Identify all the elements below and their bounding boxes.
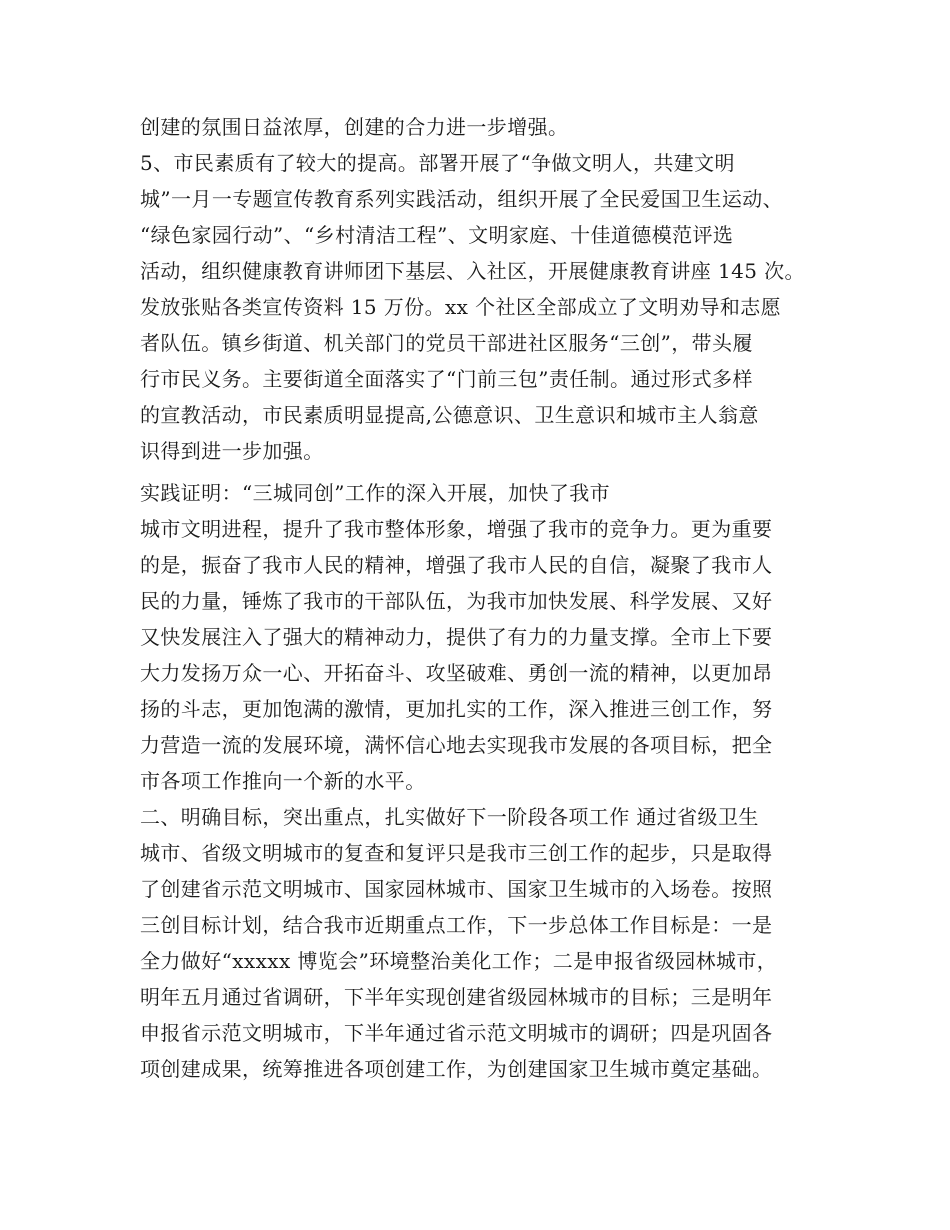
- text-line: 识得到进一步加强。: [140, 439, 324, 463]
- text-line: 民的力量，锤炼了我市的干部队伍，为我市加快发展、科学发展、又好: [140, 589, 773, 613]
- text-line: 发放张贴各类宣传资料 15 万份。xx 个社区全部成立了文明劝导和志愿: [140, 295, 782, 319]
- text-line: 城市、省级文明城市的复查和复评只是我市三创工作的起步，只是取得: [140, 841, 773, 865]
- text-line: 项创建成果，统筹推进各项创建工作，为创建国家卫生城市奠定基础。: [140, 1057, 773, 1081]
- text-line: 城”一月一专题宣传教育系列实践活动，组织开展了全民爱国卫生运动、: [140, 187, 784, 211]
- text-line: 全力做好“xxxxx 博览会”环境整治美化工作；二是申报省级园林城市，: [140, 949, 778, 973]
- text-line: 行市民义务。主要街道全面落实了“门前三包”责任制。通过形式多样: [140, 367, 753, 391]
- text-line: 5、市民素质有了较大的提高。部署开展了“争做文明人，共建文明: [140, 151, 735, 175]
- text-line: 创建的氛围日益浓厚，创建的合力进一步增强。: [140, 115, 569, 139]
- text-line: “绿色家园行动”、“乡村清洁工程”、文明家庭、十佳道德模范评选: [140, 223, 734, 247]
- text-line: 大力发扬万众一心、开拓奋斗、攻坚破难、勇创一流的精神，以更加昂: [140, 661, 773, 685]
- text-line: 的是，振奋了我市人民的精神，增强了我市人民的自信，凝聚了我市人: [140, 553, 773, 577]
- text-line: 又快发展注入了强大的精神动力，提供了有力的力量支撑。全市上下要: [140, 625, 773, 649]
- text-line: 明年五月通过省调研，下半年实现创建省级园林城市的目标；三是明年: [140, 985, 773, 1009]
- text-line: 活动，组织健康教育讲师团下基层、入社区，开展健康教育讲座 145 次。: [140, 259, 805, 283]
- text-line: 三创目标计划，结合我市近期重点工作，下一步总体工作目标是：一是: [140, 913, 773, 937]
- text-line: 力营造一流的发展环境，满怀信心地去实现我市发展的各项目标，把全: [140, 733, 773, 757]
- text-line: 申报省示范文明城市，下半年通过省示范文明城市的调研；四是巩固各: [140, 1021, 773, 1045]
- text-line: 的宣教活动，市民素质明显提高,公德意识、卫生意识和城市主人翁意: [140, 403, 759, 427]
- text-line: 市各项工作推向一个新的水平。: [140, 769, 426, 793]
- text-line: 二、明确目标，突出重点，扎实做好下一阶段各项工作 通过省级卫生: [140, 805, 759, 829]
- text-line: 城市文明进程，提升了我市整体形象，增强了我市的竞争力。更为重要: [140, 517, 773, 541]
- text-line: 者队伍。镇乡街道、机关部门的党员干部进社区服务“三创”，带头履: [140, 331, 753, 355]
- text-line: 实践证明：“三城同创”工作的深入开展，加快了我市: [140, 481, 611, 505]
- text-line: 了创建省示范文明城市、国家园林城市、国家卫生城市的入场卷。按照: [140, 877, 773, 901]
- text-line: 扬的斗志，更加饱满的激情，更加扎实的工作，深入推进三创工作，努: [140, 697, 773, 721]
